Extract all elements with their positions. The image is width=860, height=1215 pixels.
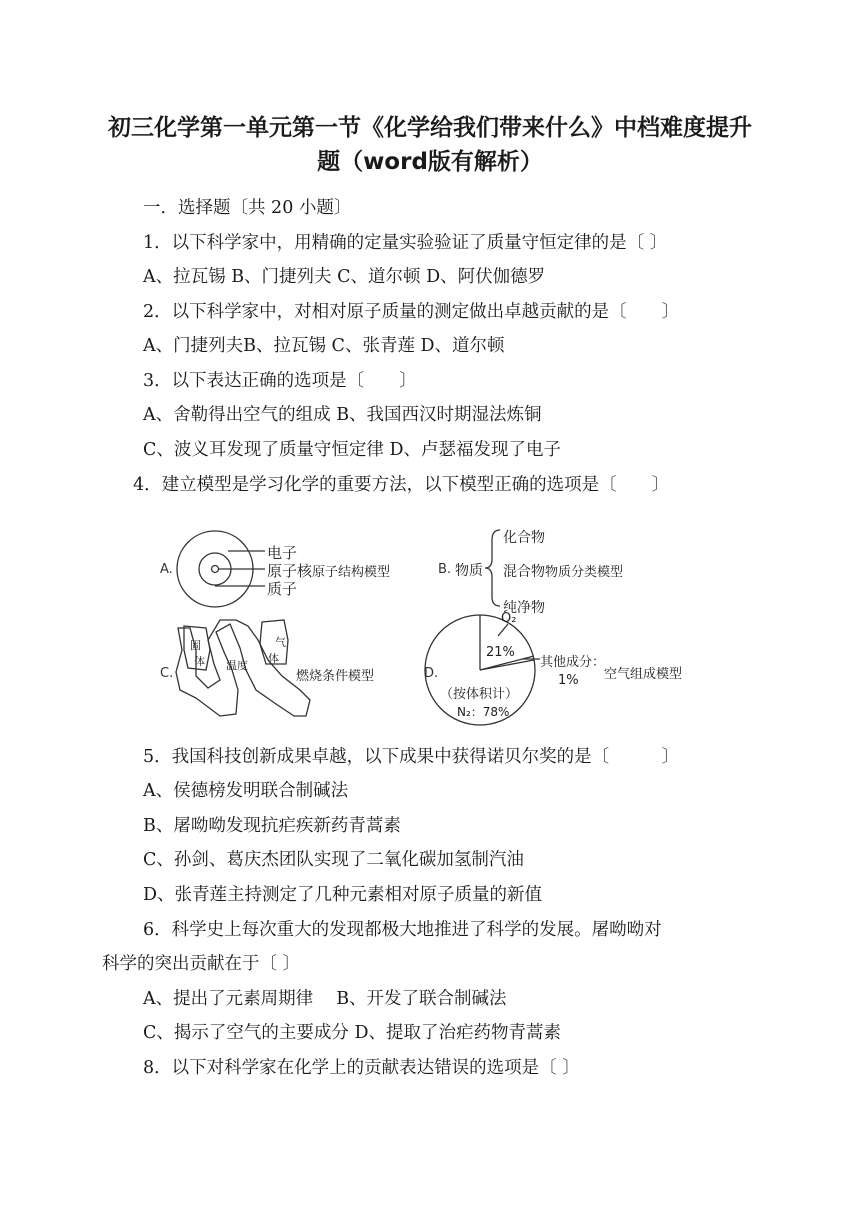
question-3-options-1: A、舍勒得出空气的组成 B、我国西汉时期湿法炼铜 xyxy=(143,405,542,425)
question-5-option-d: D、张青莲主持测定了几种元素相对原子质量的新值 xyxy=(143,885,543,905)
temperature-label: 温度 xyxy=(226,659,248,672)
mixture-label: 混合物 xyxy=(503,564,545,580)
pie-o2-name: O₂ xyxy=(501,611,517,626)
electron-label: 电子 xyxy=(267,544,298,562)
pie-other-name: 其他成分： xyxy=(540,655,606,670)
question-3-stem: 3．以下表达正确的选项是〔 〕 xyxy=(143,371,417,391)
section-heading: 一．选择题〔共 20 小题〕 xyxy=(143,198,352,218)
solid-label-1: 固 xyxy=(190,639,201,652)
gas-label-1: 气 xyxy=(275,636,286,649)
solid-label-2: 体 xyxy=(194,655,205,668)
figure-d-label: D. xyxy=(424,666,439,681)
classification-brace xyxy=(485,530,500,606)
pie-other-value: 1% xyxy=(558,673,579,688)
figure-b-label: B. xyxy=(438,562,452,577)
document-title-line-1: 初三化学第一单元第一节《化学给我们带来什么》中档难度提升 xyxy=(108,115,752,141)
question-5-stem: 5．我国科技创新成果卓越，以下成果中获得诺贝尔奖的是〔 〕 xyxy=(143,747,680,767)
figure-a-label: A. xyxy=(160,562,173,577)
question-6-stem-2: 科学的突出贡献在于〔 〕 xyxy=(102,954,301,974)
nucleus-label: 原子核 xyxy=(267,562,313,580)
atom-model-caption: 原子结构模型 xyxy=(312,565,391,580)
question-6-options-1: A、提出了元素周期律 B、开发了联合制碱法 xyxy=(143,989,507,1009)
document-title-line-2: 题（word版有解析） xyxy=(317,149,543,175)
nucleus-dot xyxy=(212,566,219,573)
classification-caption: 物质分类模型 xyxy=(545,565,624,580)
figure-c-label: C. xyxy=(160,666,174,681)
question-5-option-b: B、屠呦呦发现抗疟疾新药青蒿素 xyxy=(143,816,401,836)
question-6-options-2: C、揭示了空气的主要成分 D、提取了治疟药物青蒿素 xyxy=(143,1023,561,1043)
pie-o2-value: 21% xyxy=(486,645,515,660)
question-2-stem: 2．以下科学家中，对相对原子质量的测定做出卓越贡献的是〔 〕 xyxy=(143,302,680,322)
gas-label-2: 体 xyxy=(268,652,279,665)
proton-label: 质子 xyxy=(267,580,298,598)
question-2-options: A、门捷列夫B、拉瓦锡 C、张青莲 D、道尔顿 xyxy=(143,336,505,356)
question-5-option-c: C、孙剑、葛庆杰团队实现了二氧化碳加氢制汽油 xyxy=(143,850,524,870)
pie-other-end xyxy=(480,660,534,670)
question-6-stem-1: 6．科学史上每次重大的发现都极大地推进了科学的发展。屠呦呦对 xyxy=(143,920,662,940)
question-1-options: A、拉瓦锡 B、门捷列夫 C、道尔顿 D、阿伏伽德罗 xyxy=(143,267,546,287)
question-5-option-a: A、侯德榜发明联合制碱法 xyxy=(143,781,349,801)
pie-basis-label: （按体积计） xyxy=(440,687,519,702)
question-3-options-2: C、波义耳发现了质量守恒定律 D、卢瑟福发现了电子 xyxy=(143,440,561,460)
compound-label: 化合物 xyxy=(503,530,545,546)
question-1-stem: 1．以下科学家中，用精确的定量实验验证了质量守恒定律的是〔 〕 xyxy=(143,233,668,253)
matter-label: 物质 xyxy=(455,563,483,579)
pie-n2-value: N₂：78% xyxy=(457,705,510,719)
air-composition-caption: 空气组成模型 xyxy=(604,667,683,682)
question-4-stem: 4．建立模型是学习化学的重要方法，以下模型正确的选项是〔 〕 xyxy=(133,475,670,495)
pure-substance-label: 纯净物 xyxy=(503,600,545,616)
combustion-caption: 燃烧条件模型 xyxy=(296,669,375,684)
question-8-stem: 8．以下对科学家在化学上的贡献表达错误的选项是〔 〕 xyxy=(143,1058,580,1078)
